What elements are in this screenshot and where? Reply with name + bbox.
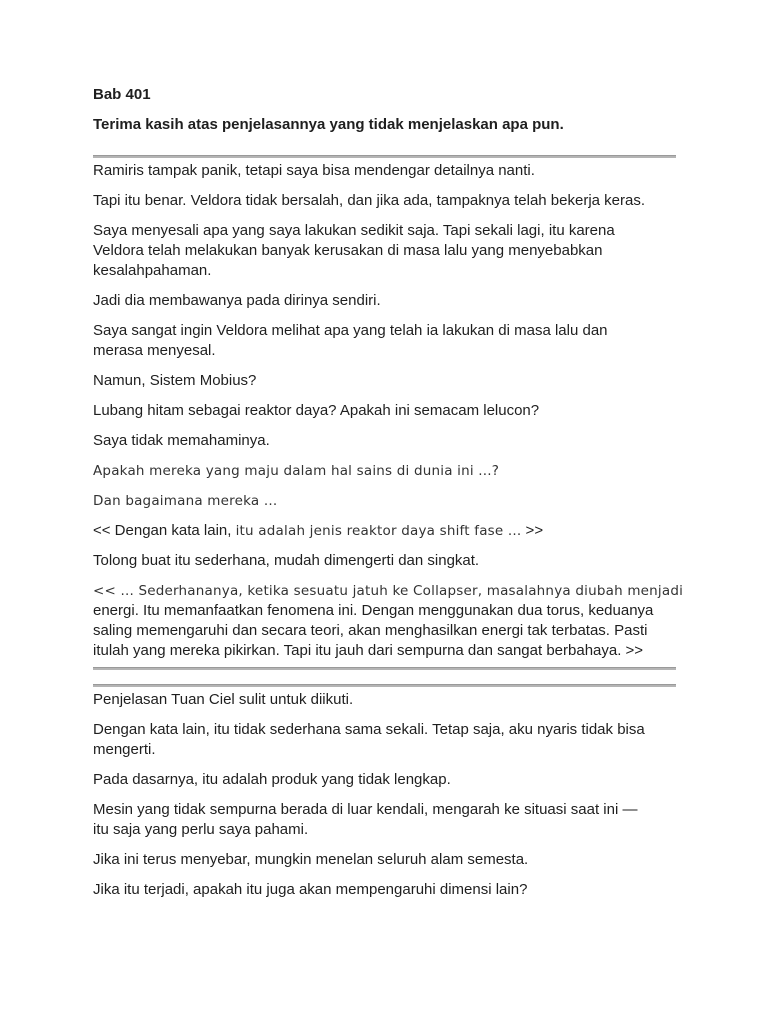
section-divider-middle-1: [93, 667, 676, 670]
paragraph-12: Tolong buat itu sederhana, mudah dimengerti dan singkat.: [93, 552, 480, 569]
paragraph-7: Lubang hitam sebagai reaktor daya? Apakah ini semacam lelucon?: [93, 402, 540, 419]
paragraph-5-line-1: Saya sangat ingin Veldora melihat apa yang telah ia lakukan di masa lalu dan: [93, 322, 608, 339]
paragraph-1: Ramiris tampak panik, tetapi saya bisa mendengar detailnya nanti.: [93, 162, 535, 179]
section-2-paragraph-4-line-1: Mesin yang tidak sempurna berada di luar kendali, mengarah ke situasi saat ini —: [93, 801, 638, 818]
section-2-paragraph-2-line-1: Dengan kata lain, itu tidak sederhana sama sekali. Tetap saja, aku nyaris tidak bisa: [93, 721, 645, 738]
paragraph-8: Saya tidak memahaminya.: [93, 432, 270, 449]
section-2-paragraph-2-line-2: mengerti.: [93, 741, 156, 758]
section-2-paragraph-1: Penjelasan Tuan Ciel sulit untuk diikuti.: [93, 691, 354, 708]
paragraph-11-part-2: itu adalah jenis reaktor daya shift fase ...: [235, 523, 522, 539]
paragraph-9: Apakah mereka yang maju dalam hal sains di dunia ini ...?: [93, 463, 500, 479]
paragraph-3: [93, 221, 683, 281]
paragraph-3-line-2: Veldora telah melakukan banyak kerusakan di masa lalu yang menyebabkan: [93, 242, 603, 259]
section-2-paragraph-4: [93, 800, 683, 840]
section-divider-top: [93, 155, 676, 158]
paragraph-13: [93, 581, 683, 661]
paragraph-11: [93, 521, 683, 541]
section-2-paragraph-4-line-2: itu saja yang perlu saya pahami.: [93, 821, 309, 838]
chapter-heading: Bab 401: [93, 86, 151, 103]
paragraph-13-line-2: energi. Itu memanfaatkan fenomena ini. Dengan menggunakan dua torus, keduanya: [93, 602, 654, 619]
paragraph-5-line-2: merasa menyesal.: [93, 342, 216, 359]
paragraph-3-line-3: kesalahpahaman.: [93, 262, 212, 279]
section-2-paragraph-5: Jika ini terus menyebar, mungkin menelan seluruh alam semesta.: [93, 851, 529, 868]
paragraph-2: Tapi itu benar. Veldora tidak bersalah, dan jika ada, tampaknya telah bekerja keras.: [93, 192, 646, 209]
paragraph-11-part-3: >>: [521, 522, 544, 539]
section-divider-middle-2: [93, 684, 676, 687]
section-2: [93, 690, 683, 910]
paragraph-13-line-4: itulah yang mereka pikirkan. Tapi itu jauh dari sempurna dan sangat berbahaya. >>: [93, 642, 644, 659]
paragraph-3-line-1: Saya menyesali apa yang saya lakukan sedikit saja. Tapi sekali lagi, itu karena: [93, 222, 615, 239]
section-2-paragraph-2: [93, 720, 683, 760]
paragraph-6: Namun, Sistem Mobius?: [93, 372, 257, 389]
chapter-title: Terima kasih atas penjelasannya yang tidak menjelaskan apa pun.: [93, 116, 564, 133]
section-2-paragraph-3: Pada dasarnya, itu adalah produk yang tidak lengkap.: [93, 771, 451, 788]
paragraph-11-part-1: << Dengan kata lain,: [93, 522, 236, 539]
section-1: [93, 161, 683, 671]
paragraph-13-line-3: saling memengaruhi dan secara teori, akan menghasilkan energi tak terbatas. Pasti: [93, 622, 648, 639]
paragraph-10: Dan bagaimana mereka ...: [93, 493, 278, 509]
section-2-paragraph-6: Jika itu terjadi, apakah itu juga akan mempengaruhi dimensi lain?: [93, 881, 528, 898]
paragraph-5: [93, 321, 683, 361]
paragraph-13-line-1: << ... Sederhananya, ketika sesuatu jatuh ke Collapser, masalahnya diubah menjadi: [93, 583, 684, 599]
paragraph-4: Jadi dia membawanya pada dirinya sendiri.: [93, 292, 381, 309]
